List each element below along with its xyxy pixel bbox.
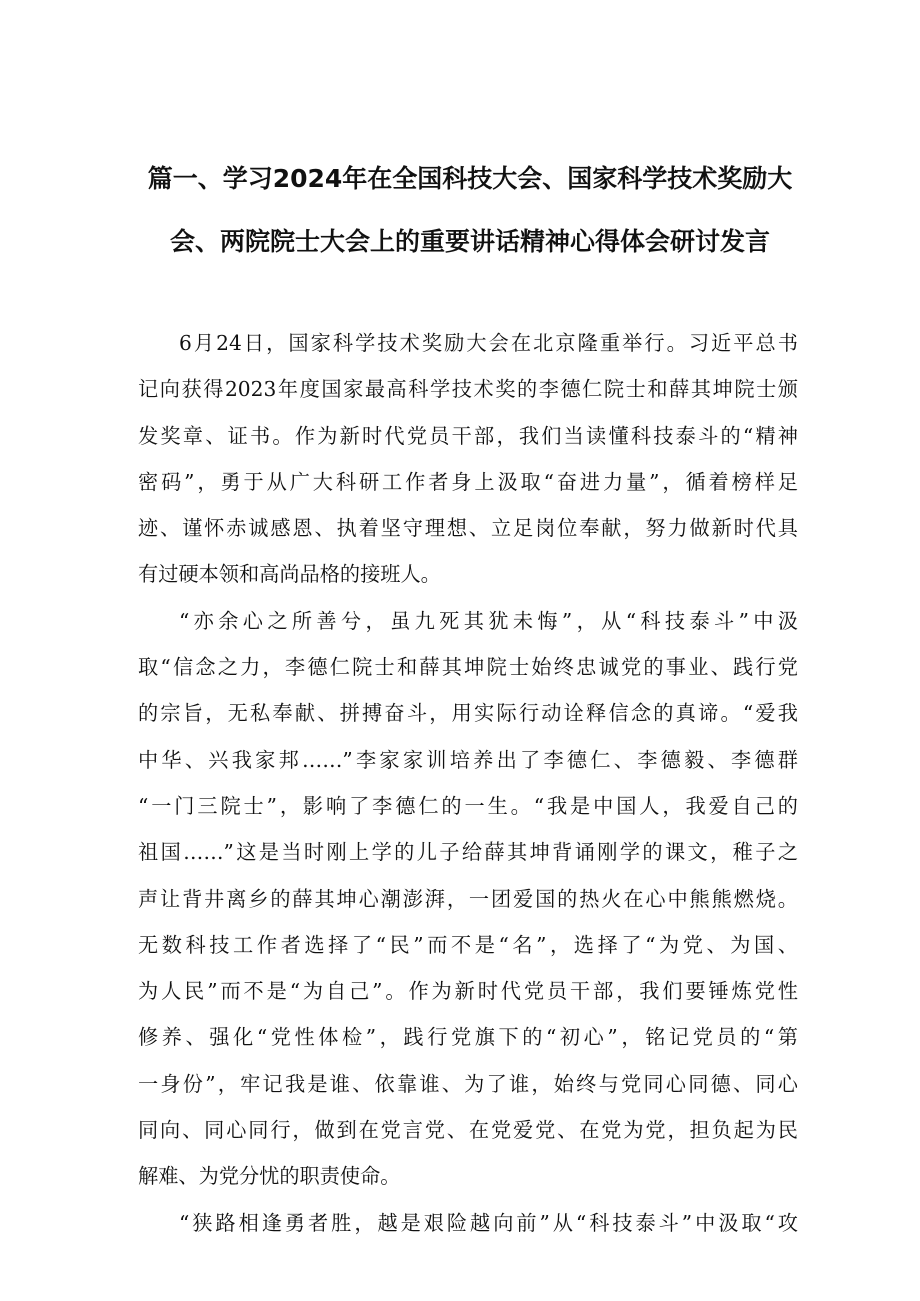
- paragraph-line: 祖国……”这是当时刚上学的儿子给薛其坤背诵刚学的课文，稚子之: [138, 840, 798, 865]
- paragraph-line: “亦余心之所善兮，虽九死其犹未悔”，从“科技泰斗”中汲: [179, 608, 798, 633]
- paragraph-line: 6月24日，国家科学技术奖励大会在北京隆重举行。习近平总书: [179, 331, 798, 355]
- paragraph-line: 取“信念之力，李德仁院士和薛其坤院士始终忠诚党的事业、践行党: [138, 655, 798, 680]
- paragraph-line: 密码”，勇于从广大科研工作者身上汲取“奋进力量”，循着榜样足: [138, 469, 798, 494]
- paragraph-line: “一门三院士”，影响了李德仁的一生。“我是中国人，我爱自己的: [138, 793, 798, 818]
- paragraph-line: 同向、同心同行，做到在党言党、在党爱党、在党为党，担负起为民: [138, 1118, 798, 1143]
- paragraph-line: 无数科技工作者选择了“民”而不是“名”，选择了“为党、为国、: [138, 932, 798, 957]
- document-body: [138, 320, 798, 1246]
- paragraph-line: 解难、为党分忧的职责使命。: [138, 1164, 401, 1189]
- document-title-line-1: 篇一、学习2024年在全国科技大会、国家科学技术奖励大: [147, 164, 793, 193]
- paragraph-line: 记向获得2023年度国家最高科学技术奖的李德仁院士和薛其坤院士颁: [138, 377, 798, 402]
- paragraph-line: 有过硬本领和高尚品格的接班人。: [138, 562, 441, 587]
- paragraph-line: 修养、强化“党性体检”，践行党旗下的“初心”，铭记党员的“第: [138, 1025, 798, 1050]
- paragraph-line: 迹、谨怀赤诚感恩、执着坚守理想、立足岗位奉献，努力做新时代具: [138, 516, 798, 541]
- paragraph-1: [138, 320, 798, 598]
- paragraph-line: 一身份”，牢记我是谁、依靠谁、为了谁，始终与党同心同德、同心: [138, 1071, 798, 1096]
- paragraph-3: [138, 1200, 798, 1246]
- paragraph-line: 为人民”而不是“为自己”。作为新时代党员干部，我们要锤炼党性: [138, 979, 798, 1004]
- paragraph-2: [138, 598, 798, 1200]
- document-title-line-2: 会、两院院士大会上的重要讲话精神心得体会研讨发言: [169, 227, 770, 256]
- paragraph-line: 声让背井离乡的薛其坤心潮澎湃，一团爱国的热火在心中熊熊燃烧。: [138, 886, 798, 911]
- paragraph-line: 发奖章、证书。作为新时代党员干部，我们当读懂科技泰斗的“精神: [138, 423, 798, 448]
- paragraph-line: 中华、兴我家邦……”李家家训培养出了李德仁、李德毅、李德群: [138, 747, 798, 772]
- paragraph-line: “狭路相逢勇者胜，越是艰险越向前”从“科技泰斗”中汲取“攻: [179, 1210, 798, 1235]
- paragraph-line: 的宗旨，无私奉献、拼搏奋斗，用实际行动诠释信念的真谛。“爱我: [138, 701, 798, 726]
